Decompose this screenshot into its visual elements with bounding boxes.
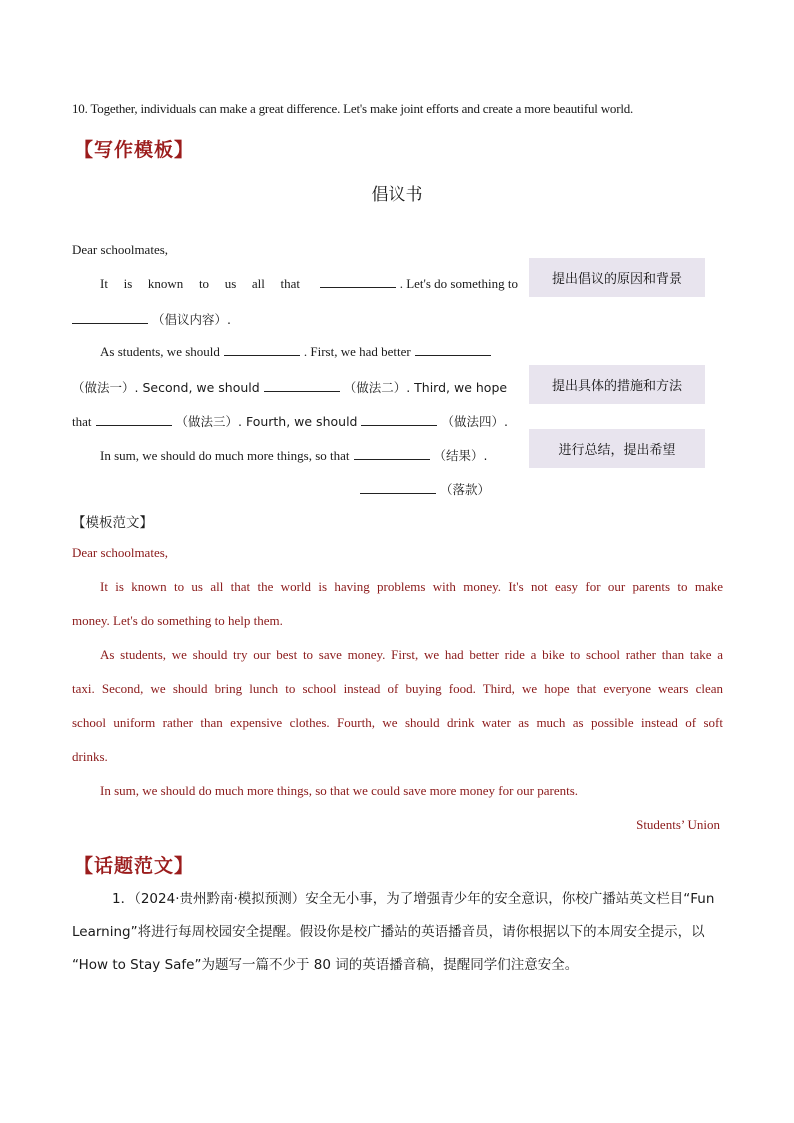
side-box-reason: 提出倡议的原因和背景	[529, 258, 705, 297]
word: to	[198, 276, 210, 291]
doc-title: 倡议书	[371, 185, 423, 205]
model-line: It is known to us all that the world is having problems with money. It's not easy for our parents to make	[100, 579, 723, 594]
topic-line: Learning”将进行每周校园安全提醒。假设你是校广播站的英语播音员，请你根据以下的本周安全提示，以	[72, 924, 705, 940]
model-line: taxi. Second, we should bring lunch to school instead of buying food. Third, we hope that everyone wears clean	[72, 681, 723, 696]
model-greeting: Dear schoolmates,	[72, 545, 169, 560]
template-signature-line: （落款）	[360, 480, 490, 498]
blank-line	[72, 313, 148, 324]
word: all	[251, 276, 265, 291]
model-line: In sum, we should do much more things, so that we could save more money for our parents.	[100, 783, 579, 798]
model-heading: 【模板范文】	[72, 515, 153, 531]
side-box-measures: 提出具体的措施和方法	[529, 365, 705, 404]
blank-line	[354, 449, 430, 460]
topic-line: 1．（2024·贵州黔南·模拟预测）安全无小事，为了增强青少年的安全意识，你校广播站英文栏目“Fun	[112, 891, 715, 907]
template-greeting: Dear schoolmates,	[72, 242, 169, 257]
model-line: drinks.	[72, 749, 108, 764]
template-line-6: In sum, we should do much more things, so that （结果）.	[100, 448, 488, 463]
blank-line	[320, 277, 396, 288]
template-line-1: It is known to us all that . Let's do something to	[100, 276, 518, 291]
topic-question	[72, 883, 723, 982]
model-line: money. Let's do something to help them.	[72, 613, 283, 628]
word: It	[100, 276, 108, 291]
template-line-3: As students, we should . First, we had better	[100, 344, 495, 360]
model-signature: Students’ Union	[636, 817, 720, 832]
blank-line	[360, 483, 436, 494]
blank-line	[264, 381, 340, 392]
topic-heading: 【话题范文】	[74, 855, 195, 877]
blank-line	[96, 415, 172, 426]
model-line: school uniform rather than expensive clothes. Fourth, we should drink water as much as possible instead of soft	[72, 715, 723, 730]
word: known	[147, 276, 184, 291]
template-line-4: （做法一）. Second, we should （做法二）. Third, we hope	[72, 380, 508, 395]
template-line-5: that （做法三）. Fourth, we should （做法四）.	[72, 414, 508, 429]
blank-line	[224, 345, 300, 356]
item-10-sentence: 10. Together, individuals can make a great difference. Let's make joint efforts and create a more beautiful world.	[72, 101, 634, 116]
blank-line	[415, 345, 491, 356]
side-box-summary: 进行总结，提出希望	[529, 429, 705, 468]
word: is	[123, 276, 133, 291]
topic-line: “How to Stay Safe”为题写一篇不少于 80 词的英语播音稿，提醒同学们注意安全。	[72, 957, 579, 973]
template-heading: 【写作模板】	[74, 139, 195, 161]
blank-line	[361, 415, 437, 426]
model-line: As students, we should try our best to save money. First, we had better ride a bike to school rather than take a	[100, 647, 723, 662]
template-line-2: （倡议内容）.	[72, 310, 231, 328]
word: that	[280, 276, 301, 291]
word: us	[224, 276, 237, 291]
